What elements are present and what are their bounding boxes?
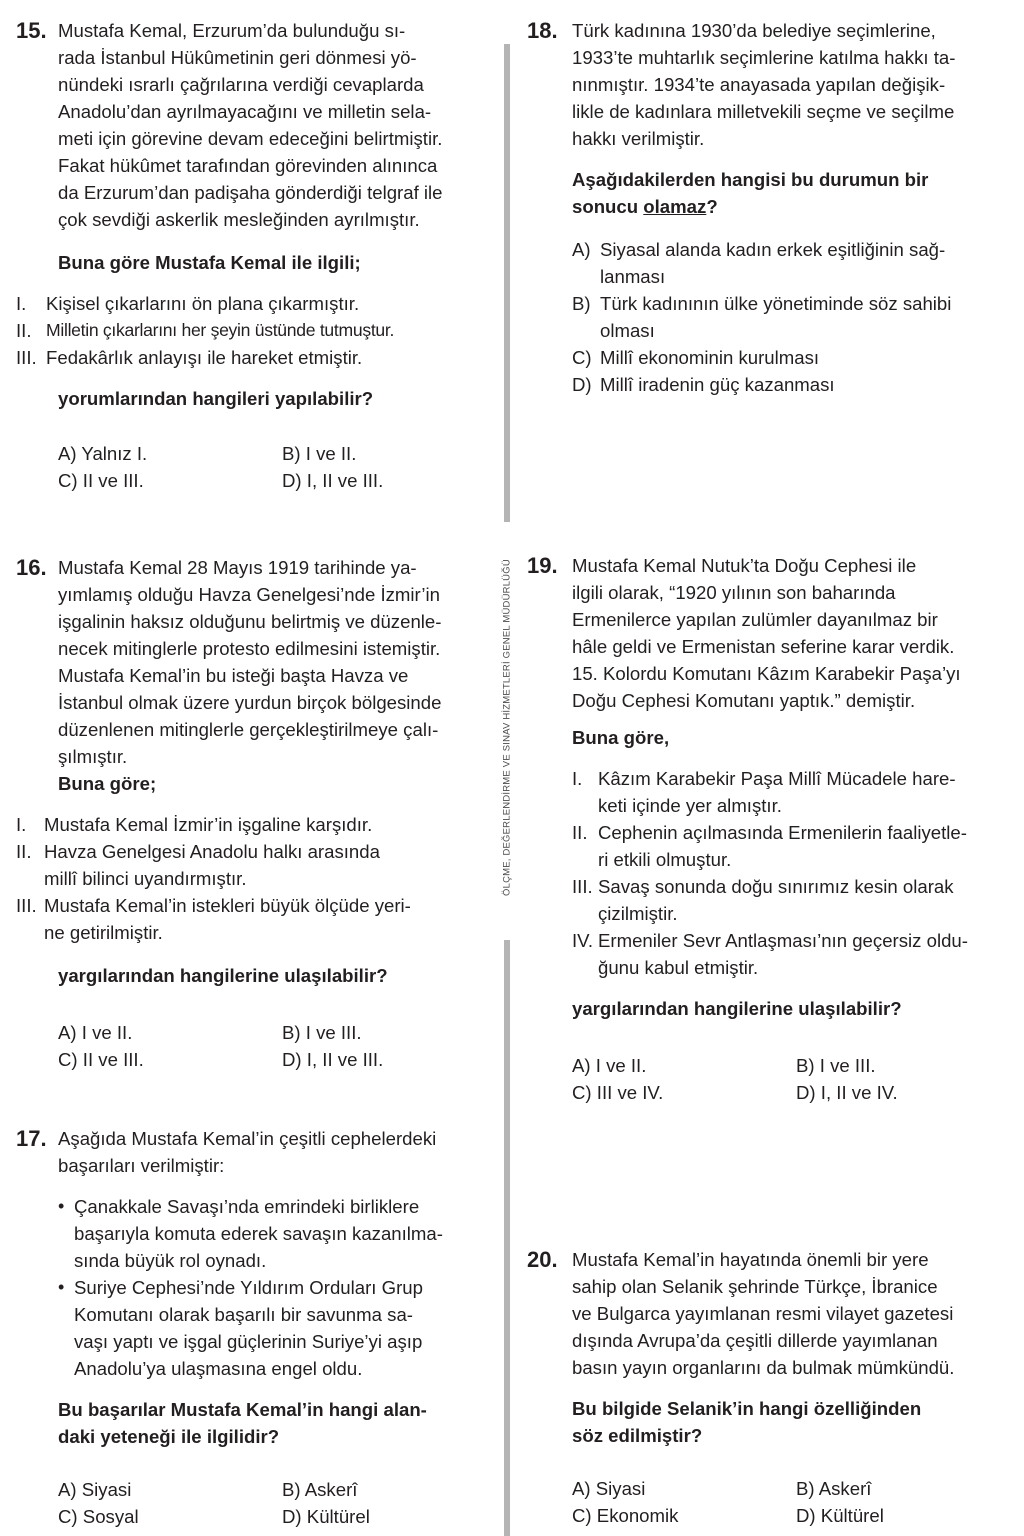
statement-numeral: III. — [572, 876, 593, 897]
option-letter: A) — [572, 239, 591, 260]
option-a[interactable]: A) Yalnız I. — [58, 443, 148, 464]
statement-item — [572, 819, 1020, 873]
statement-item — [16, 290, 496, 317]
statement-item — [16, 317, 496, 344]
bullet-text-line: vaşı yaptı ve işgal güçlerinin Suriye’yi aşıp — [74, 1331, 423, 1352]
statement-numeral: II. — [16, 320, 32, 341]
question-text-line: Fakat hükûmet tarafından görevinden alınınca — [58, 155, 438, 176]
question-prompt: yorumlarından hangileri yapılabilir? — [58, 388, 374, 409]
question-number: 18. — [527, 18, 558, 43]
prompt-negation: olamaz — [643, 196, 707, 217]
statement-text-cont: ri etkili olmuştur. — [598, 849, 732, 870]
question-text-line: hâle geldi ve Ermenistan seferine karar verdik. — [572, 636, 955, 657]
option-b[interactable]: B) I ve III. — [796, 1055, 876, 1076]
question-prompt-cont — [572, 193, 1015, 220]
question-number: 20. — [527, 1247, 558, 1272]
statement-numeral: III. — [16, 347, 37, 368]
answer-options — [572, 236, 1015, 398]
question-text-line: rada İstanbul Hükûmetinin geri dönmesi yö- — [58, 47, 417, 68]
question-text-line: 15. Kolordu Komutanı Kâzım Karabekir Paşa’yı — [572, 663, 961, 684]
bullet-text-line: sında büyük rol oynadı. — [74, 1250, 267, 1271]
question-text-line: ve Bulgarca yayımlanan resmi vilayet gazetesi — [572, 1303, 954, 1324]
question-text-line: çok sevdiği askerlik mesleğinden ayrılmıştır. — [58, 209, 420, 230]
option-c[interactable]: C) III ve IV. — [572, 1082, 664, 1103]
bullet-text-line: Suriye Cephesi’nde Yıldırım Orduları Grup — [74, 1277, 423, 1298]
question-15 — [16, 17, 496, 494]
option-d[interactable]: D) I, II ve IV. — [796, 1082, 898, 1103]
option-d[interactable]: D) Kültürel — [796, 1505, 884, 1526]
bullet-item — [58, 1274, 506, 1382]
statement-item — [16, 344, 496, 371]
question-prompt: yargılarından hangilerine ulaşılabilir? — [58, 965, 388, 986]
question-lead: Buna göre, — [572, 727, 670, 748]
option-b[interactable]: B) Askerî — [796, 1478, 872, 1499]
question-text-line: Doğu Cephesi Komutanı yaptık.” demiştir. — [572, 690, 916, 711]
option-c[interactable]: C) II ve III. — [58, 1049, 144, 1070]
statement-list — [572, 765, 1020, 981]
answer-options — [58, 440, 496, 494]
question-prompt: yargılarından hangilerine ulaşılabilir? — [572, 998, 902, 1019]
question-number: 19. — [527, 553, 558, 578]
statement-numeral: IV. — [572, 930, 594, 951]
bullet-list — [58, 1193, 506, 1382]
statement-item — [572, 765, 1020, 819]
question-17 — [16, 1125, 496, 1530]
bullet-text-line: Anadolu’ya ulaşmasına engel oldu. — [74, 1358, 363, 1379]
option-letter: C) — [572, 347, 592, 368]
answer-options — [572, 1475, 1020, 1529]
option-d[interactable] — [572, 371, 1015, 398]
option-a[interactable]: A) Siyasi — [572, 1478, 646, 1499]
option-b[interactable] — [572, 290, 1015, 344]
statement-text: Savaş sonunda doğu sınırımız kesin olarak — [598, 876, 954, 897]
option-text: Millî ekonominin kurulması — [600, 347, 820, 368]
statement-list — [16, 290, 496, 371]
option-d[interactable]: D) I, II ve III. — [282, 1049, 384, 1070]
question-text-line: nınmıştır. 1934’te anayasada yapılan değişik- — [572, 74, 946, 95]
statement-item — [16, 892, 496, 946]
page-top-edge — [0, 0, 1024, 4]
question-18 — [527, 17, 1015, 398]
question-lead: Buna göre Mustafa Kemal ile ilgili; — [58, 252, 361, 273]
option-letter: B) — [572, 293, 591, 314]
statement-numeral: I. — [572, 768, 583, 789]
option-c[interactable] — [572, 344, 1015, 371]
question-text-line: Türk kadınına 1930’da belediye seçimlerine, — [572, 20, 936, 41]
question-text-line: dışında Avrupa’da çeşitli dillerde yayımlanan — [572, 1330, 938, 1351]
statement-numeral: III. — [16, 895, 37, 916]
bullet-text-line: Komutanı olarak başarılı bir savunma sa- — [74, 1304, 413, 1325]
statement-text: Mustafa Kemal İzmir’in işgaline karşıdır. — [44, 814, 373, 835]
option-a[interactable]: A) I ve II. — [572, 1055, 647, 1076]
option-b[interactable]: B) I ve III. — [282, 1022, 362, 1043]
statement-numeral: I. — [16, 293, 27, 314]
question-text-line: şılmıştır. — [58, 746, 128, 767]
question-text-line: İstanbul olmak üzere yurdun birçok bölgesinde — [58, 692, 442, 713]
statement-text: Milletin çıkarlarını her şeyin üstünde tutmuştur. — [46, 320, 395, 340]
question-16 — [16, 554, 496, 1073]
question-19 — [527, 552, 1015, 1106]
question-text-line: necek mitinglerle protesto edilmesini istemiştir. — [58, 638, 441, 659]
statement-text-cont: ne getirilmiştir. — [44, 922, 163, 943]
answer-options — [58, 1019, 496, 1073]
question-text-line: hakkı verilmiştir. — [572, 128, 705, 149]
option-d[interactable]: D) I, II ve III. — [282, 470, 384, 491]
question-text-line: 1933’te muhtarlık seçimlerine katılma hakkı ta- — [572, 47, 956, 68]
statement-text: Mustafa Kemal’in istekleri büyük ölçüde yeri- — [44, 895, 411, 916]
question-text-line: düzenlenen mitinglerle gerçekleştirilmeye çalı- — [58, 719, 439, 740]
option-text-cont: olması — [600, 320, 655, 341]
statement-text: Kişisel çıkarlarını ön plana çıkarmıştır. — [46, 293, 360, 314]
statement-numeral: II. — [572, 822, 588, 843]
question-text-line: Aşağıda Mustafa Kemal’in çeşitli cephelerdeki — [58, 1128, 437, 1149]
bullet-dot-icon: • — [58, 1196, 65, 1216]
answer-options — [58, 1476, 506, 1530]
question-text-line: Mustafa Kemal Nutuk’ta Doğu Cephesi ile — [572, 555, 917, 576]
option-text: Millî iradenin güç kazanması — [600, 374, 835, 395]
question-prompt-cont: söz edilmiştir? — [572, 1425, 703, 1446]
question-text-line: nündeki ısrarlı çağrılarına verdiği cevaplarda — [58, 74, 424, 95]
statement-numeral: I. — [16, 814, 27, 835]
question-prompt: Bu bilgide Selanik’in hangi özelliğinden — [572, 1398, 922, 1419]
option-a[interactable]: A) Siyasi — [58, 1479, 132, 1500]
statement-text: Fedakârlık anlayışı ile hareket etmiştir. — [46, 347, 363, 368]
question-text-line: başarıları verilmiştir: — [58, 1155, 225, 1176]
question-text-line: Mustafa Kemal’in hayatında önemli bir yere — [572, 1249, 929, 1270]
bullet-text-line: Çanakkale Savaşı’nda emrindeki birliklere — [74, 1196, 420, 1217]
bullet-item — [58, 1193, 506, 1274]
question-text-line: Mustafa Kemal, Erzurum’da bulunduğu sı- — [58, 20, 406, 41]
question-text-line: Mustafa Kemal 28 Mayıs 1919 tarihinde ya- — [58, 557, 417, 578]
statement-list — [16, 811, 496, 946]
question-20 — [527, 1246, 1015, 1529]
question-prompt: Bu başarılar Mustafa Kemal’in hangi alan- — [58, 1399, 427, 1420]
question-text-line: Mustafa Kemal’in bu isteği başta Havza ve — [58, 665, 409, 686]
statement-text: Ermeniler Sevr Antlaşması’nın geçersiz oldu- — [598, 930, 968, 951]
option-d[interactable]: D) Kültürel — [282, 1506, 370, 1527]
option-text: Türk kadınının ülke yönetiminde söz sahibi — [600, 293, 952, 314]
question-text-line: likle de kadınlara milletvekili seçme ve seçilme — [572, 101, 955, 122]
statement-item — [572, 927, 1020, 981]
statement-text-cont: keti içinde yer almıştır. — [598, 795, 782, 816]
question-text-line: basın yayın organlarını da bulmak mümkündü. — [572, 1357, 955, 1378]
question-text-line: meti için görevine devam edeceğini belirtmiştir. — [58, 128, 443, 149]
statement-text: Kâzım Karabekir Paşa Millî Mücadele hare- — [598, 768, 956, 789]
option-c[interactable]: C) Ekonomik — [572, 1505, 679, 1526]
question-number: 16. — [16, 555, 47, 580]
option-b[interactable]: B) Askerî — [282, 1479, 358, 1500]
question-number: 15. — [16, 18, 47, 43]
statement-text-cont: ğunu kabul etmiştir. — [598, 957, 759, 978]
statement-text: Cephenin açılmasında Ermenilerin faaliyetle- — [598, 822, 967, 843]
option-b[interactable]: B) I ve II. — [282, 443, 357, 464]
question-text-line: Ermenilerce yapılan zulümler dayanılmaz bir — [572, 609, 938, 630]
statement-text-cont: millî bilinci uyandırmıştır. — [44, 868, 247, 889]
question-text-line: sahip olan Selanik şehrinde Türkçe, İbranice — [572, 1276, 938, 1297]
bullet-text-line: başarıyla komuta ederek savaşın kazanılma- — [74, 1223, 443, 1244]
publisher-side-text: ÖLÇME, DEĞERLENDİRME VE SINAV HİZMETLERİ GENEL MÜDÜRLÜĞÜ — [496, 528, 518, 928]
option-letter: D) — [572, 374, 592, 395]
question-lead: Buna göre; — [58, 773, 157, 794]
option-c[interactable]: C) Sosyal — [58, 1506, 139, 1527]
question-text-line: ilgili olarak, “1920 yılının son baharında — [572, 582, 896, 603]
statement-item — [572, 873, 1020, 927]
question-text-line: yımlamış olduğu Havza Genelgesi’nde İzmir’in — [58, 584, 441, 605]
statement-text-cont: çizilmiştir. — [598, 903, 678, 924]
option-a[interactable] — [572, 236, 1015, 290]
prompt-pre: sonucu — [572, 196, 644, 217]
option-c[interactable]: C) II ve III. — [58, 470, 144, 491]
question-text-line: da Erzurum’dan padişaha gönderdiği telgraf ile — [58, 182, 443, 203]
bullet-dot-icon: • — [58, 1277, 65, 1297]
option-text-cont: lanması — [600, 266, 666, 287]
statement-numeral: II. — [16, 841, 32, 862]
answer-options — [572, 1052, 1020, 1106]
option-text: Siyasal alanda kadın erkek eşitliğinin sağ- — [600, 239, 946, 260]
option-a[interactable]: A) I ve II. — [58, 1022, 133, 1043]
question-number: 17. — [16, 1126, 47, 1151]
statement-text: Havza Genelgesi Anadolu halkı arasında — [44, 841, 380, 862]
question-text-line: Anadolu’dan ayrılmayacağını ve milletin sela- — [58, 101, 432, 122]
statement-item — [16, 838, 496, 892]
question-prompt: Aşağıdakilerden hangisi bu durumun bir — [572, 169, 929, 190]
prompt-post: ? — [706, 196, 718, 217]
question-prompt-cont: daki yeteneği ile ilgilidir? — [58, 1426, 280, 1447]
statement-item — [16, 811, 496, 838]
question-text-line: işgalinin haksız olduğunu belirtmiş ve düzenle- — [58, 611, 442, 632]
